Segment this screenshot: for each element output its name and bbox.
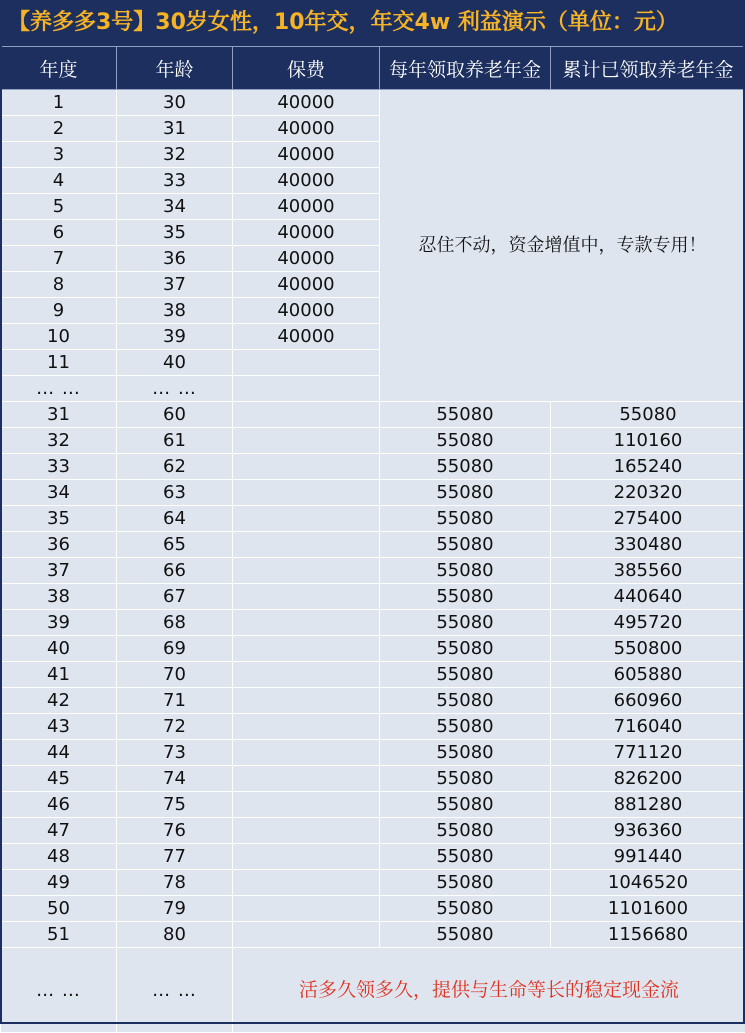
cumulative-annuity-cell: 660960 bbox=[551, 688, 745, 714]
premium-cell bbox=[233, 350, 380, 376]
cumulative-annuity-cell: 165240 bbox=[551, 454, 745, 480]
age-cell: 64 bbox=[117, 506, 233, 532]
year-cell: 33 bbox=[1, 454, 117, 480]
premium-cell bbox=[233, 896, 380, 922]
age-cell: 77 bbox=[117, 844, 233, 870]
cumulative-annuity-cell: 881280 bbox=[551, 792, 745, 818]
cumulative-annuity-cell: 605880 bbox=[551, 662, 745, 688]
annual-annuity-cell: 55080 bbox=[380, 922, 551, 948]
year-cell: 3 bbox=[1, 142, 117, 168]
premium-cell bbox=[233, 558, 380, 584]
year-cell: 5 bbox=[1, 194, 117, 220]
cumulative-annuity-cell: 1046520 bbox=[551, 870, 745, 896]
annual-annuity-cell: 55080 bbox=[380, 792, 551, 818]
age-cell: 65 bbox=[117, 532, 233, 558]
table-row bbox=[1, 896, 745, 922]
age-cell: 67 bbox=[117, 584, 233, 610]
year-cell: 50 bbox=[1, 896, 117, 922]
benefit-table bbox=[0, 46, 745, 1033]
year-cell: 10 bbox=[1, 324, 117, 350]
table-row bbox=[1, 610, 745, 636]
age-cell: 39 bbox=[117, 324, 233, 350]
age-cell: 37 bbox=[117, 272, 233, 298]
annual-annuity-cell: 55080 bbox=[380, 896, 551, 922]
header-annual-annuity: 每年领取养老年金 bbox=[380, 47, 551, 90]
header-age: 年龄 bbox=[117, 47, 233, 90]
year-cell: 44 bbox=[1, 740, 117, 766]
cumulative-annuity-cell: 55080 bbox=[551, 402, 745, 428]
table-row bbox=[1, 532, 745, 558]
annual-annuity-cell: 55080 bbox=[380, 584, 551, 610]
header-year: 年度 bbox=[1, 47, 117, 90]
premium-cell bbox=[233, 506, 380, 532]
table-row bbox=[1, 714, 745, 740]
annual-annuity-cell: 55080 bbox=[380, 714, 551, 740]
age-cell: 69 bbox=[117, 636, 233, 662]
age-cell: … … bbox=[117, 948, 233, 1033]
year-cell: 40 bbox=[1, 636, 117, 662]
premium-cell: 40000 bbox=[233, 116, 380, 142]
age-cell: 70 bbox=[117, 662, 233, 688]
table-row bbox=[1, 766, 745, 792]
cumulative-annuity-cell: 110160 bbox=[551, 428, 745, 454]
premium-cell bbox=[233, 402, 380, 428]
year-cell: 47 bbox=[1, 818, 117, 844]
year-cell: 39 bbox=[1, 610, 117, 636]
age-cell: 74 bbox=[117, 766, 233, 792]
cumulative-annuity-cell: 440640 bbox=[551, 584, 745, 610]
year-cell: 34 bbox=[1, 480, 117, 506]
cumulative-annuity-cell: 495720 bbox=[551, 610, 745, 636]
cumulative-annuity-cell: 1101600 bbox=[551, 896, 745, 922]
year-cell: 32 bbox=[1, 428, 117, 454]
year-cell: 8 bbox=[1, 272, 117, 298]
cumulative-annuity-cell: 1156680 bbox=[551, 922, 745, 948]
annual-annuity-cell: 55080 bbox=[380, 662, 551, 688]
table-row bbox=[1, 480, 745, 506]
premium-cell bbox=[233, 740, 380, 766]
header-premium: 保费 bbox=[233, 47, 380, 90]
premium-cell bbox=[233, 818, 380, 844]
year-cell: 31 bbox=[1, 402, 117, 428]
cumulative-annuity-cell: 771120 bbox=[551, 740, 745, 766]
year-cell: 49 bbox=[1, 870, 117, 896]
annual-annuity-cell: 55080 bbox=[380, 766, 551, 792]
table-row bbox=[1, 870, 745, 896]
premium-cell bbox=[233, 662, 380, 688]
premium-cell bbox=[233, 532, 380, 558]
year-cell: 11 bbox=[1, 350, 117, 376]
cumulative-annuity-cell: 716040 bbox=[551, 714, 745, 740]
cumulative-annuity-cell: 275400 bbox=[551, 506, 745, 532]
annual-annuity-cell: 55080 bbox=[380, 636, 551, 662]
annual-annuity-cell: 55080 bbox=[380, 402, 551, 428]
year-cell: 41 bbox=[1, 662, 117, 688]
age-cell: 35 bbox=[117, 220, 233, 246]
age-cell: 75 bbox=[117, 792, 233, 818]
table-row bbox=[1, 402, 745, 428]
year-cell: 7 bbox=[1, 246, 117, 272]
year-cell: 48 bbox=[1, 844, 117, 870]
premium-cell bbox=[233, 870, 380, 896]
age-cell: 40 bbox=[117, 350, 233, 376]
year-cell: 46 bbox=[1, 792, 117, 818]
age-cell: 78 bbox=[117, 870, 233, 896]
age-cell: 73 bbox=[117, 740, 233, 766]
premium-cell: 40000 bbox=[233, 298, 380, 324]
premium-cell bbox=[233, 428, 380, 454]
table-row bbox=[1, 818, 745, 844]
age-cell: 36 bbox=[117, 246, 233, 272]
cumulative-annuity-cell: 220320 bbox=[551, 480, 745, 506]
year-cell: 6 bbox=[1, 220, 117, 246]
annual-annuity-cell: 55080 bbox=[380, 844, 551, 870]
year-cell: … … bbox=[1, 948, 117, 1033]
premium-cell: 40000 bbox=[233, 324, 380, 350]
annual-annuity-cell: 55080 bbox=[380, 506, 551, 532]
year-cell: 36 bbox=[1, 532, 117, 558]
premium-cell bbox=[233, 610, 380, 636]
age-cell: 31 bbox=[117, 116, 233, 142]
age-cell: 72 bbox=[117, 714, 233, 740]
cumulative-annuity-cell: 385560 bbox=[551, 558, 745, 584]
premium-cell bbox=[233, 688, 380, 714]
year-cell: 45 bbox=[1, 766, 117, 792]
year-cell: 42 bbox=[1, 688, 117, 714]
premium-cell bbox=[233, 714, 380, 740]
age-cell: 76 bbox=[117, 818, 233, 844]
premium-cell bbox=[233, 584, 380, 610]
annual-annuity-cell: 55080 bbox=[380, 558, 551, 584]
table-row bbox=[1, 558, 745, 584]
age-cell: 32 bbox=[117, 142, 233, 168]
table-row bbox=[1, 688, 745, 714]
premium-cell bbox=[233, 454, 380, 480]
age-cell: 34 bbox=[117, 194, 233, 220]
table-title: 【养多多3号】30岁女性，10年交，年交4w 利益演示（单位：元） bbox=[0, 0, 745, 46]
premium-cell: 40000 bbox=[233, 90, 380, 116]
age-cell: 62 bbox=[117, 454, 233, 480]
premium-cell: 40000 bbox=[233, 168, 380, 194]
table-row bbox=[1, 844, 745, 870]
age-cell: 71 bbox=[117, 688, 233, 714]
table-row bbox=[1, 922, 745, 948]
age-cell: 38 bbox=[117, 298, 233, 324]
table-row bbox=[1, 428, 745, 454]
year-cell: 35 bbox=[1, 506, 117, 532]
annual-annuity-cell: 55080 bbox=[380, 454, 551, 480]
age-cell: 30 bbox=[117, 90, 233, 116]
premium-cell: 40000 bbox=[233, 142, 380, 168]
table-body bbox=[1, 90, 745, 1033]
premium-cell bbox=[233, 376, 380, 402]
cumulative-annuity-cell: 826200 bbox=[551, 766, 745, 792]
table-row bbox=[1, 454, 745, 480]
year-cell: 43 bbox=[1, 714, 117, 740]
table-row bbox=[1, 636, 745, 662]
deferral-note: 忍住不动，资金增值中，专款专用！ bbox=[380, 90, 745, 402]
annual-annuity-cell: 55080 bbox=[380, 428, 551, 454]
age-cell: 60 bbox=[117, 402, 233, 428]
premium-cell: 40000 bbox=[233, 246, 380, 272]
age-cell: 33 bbox=[117, 168, 233, 194]
premium-cell bbox=[233, 792, 380, 818]
annual-annuity-cell: 55080 bbox=[380, 610, 551, 636]
premium-cell bbox=[233, 922, 380, 948]
year-cell: 4 bbox=[1, 168, 117, 194]
year-cell: 38 bbox=[1, 584, 117, 610]
year-cell: 1 bbox=[1, 90, 117, 116]
annual-annuity-cell: 55080 bbox=[380, 688, 551, 714]
year-cell: 51 bbox=[1, 922, 117, 948]
annual-annuity-cell: 55080 bbox=[380, 532, 551, 558]
year-cell: 9 bbox=[1, 298, 117, 324]
table-row bbox=[1, 90, 745, 116]
age-cell: 61 bbox=[117, 428, 233, 454]
year-cell: 37 bbox=[1, 558, 117, 584]
cumulative-annuity-cell: 550800 bbox=[551, 636, 745, 662]
age-cell: 66 bbox=[117, 558, 233, 584]
annual-annuity-cell: 55080 bbox=[380, 480, 551, 506]
premium-cell bbox=[233, 636, 380, 662]
table-row bbox=[1, 506, 745, 532]
annual-annuity-cell: 55080 bbox=[380, 740, 551, 766]
premium-cell bbox=[233, 766, 380, 792]
header-cumulative-annuity: 累计已领取养老年金 bbox=[551, 47, 745, 90]
premium-cell: 40000 bbox=[233, 272, 380, 298]
premium-cell: 40000 bbox=[233, 194, 380, 220]
table-row bbox=[1, 662, 745, 688]
table-row bbox=[1, 792, 745, 818]
age-cell: 68 bbox=[117, 610, 233, 636]
annual-annuity-cell: 55080 bbox=[380, 870, 551, 896]
premium-cell bbox=[233, 480, 380, 506]
age-cell: … … bbox=[117, 376, 233, 402]
year-cell: … … bbox=[1, 376, 117, 402]
lifetime-cashflow-note: 活多久领多久，提供与生命等长的稳定现金流 bbox=[233, 948, 745, 1033]
header-row bbox=[1, 47, 745, 90]
year-cell: 2 bbox=[1, 116, 117, 142]
cumulative-annuity-cell: 936360 bbox=[551, 818, 745, 844]
annual-annuity-cell: 55080 bbox=[380, 818, 551, 844]
table-row bbox=[1, 584, 745, 610]
table-row-ellipsis bbox=[1, 948, 745, 1033]
cumulative-annuity-cell: 991440 bbox=[551, 844, 745, 870]
age-cell: 80 bbox=[117, 922, 233, 948]
cumulative-annuity-cell: 330480 bbox=[551, 532, 745, 558]
age-cell: 79 bbox=[117, 896, 233, 922]
premium-cell bbox=[233, 844, 380, 870]
table-row bbox=[1, 740, 745, 766]
age-cell: 63 bbox=[117, 480, 233, 506]
premium-cell: 40000 bbox=[233, 220, 380, 246]
